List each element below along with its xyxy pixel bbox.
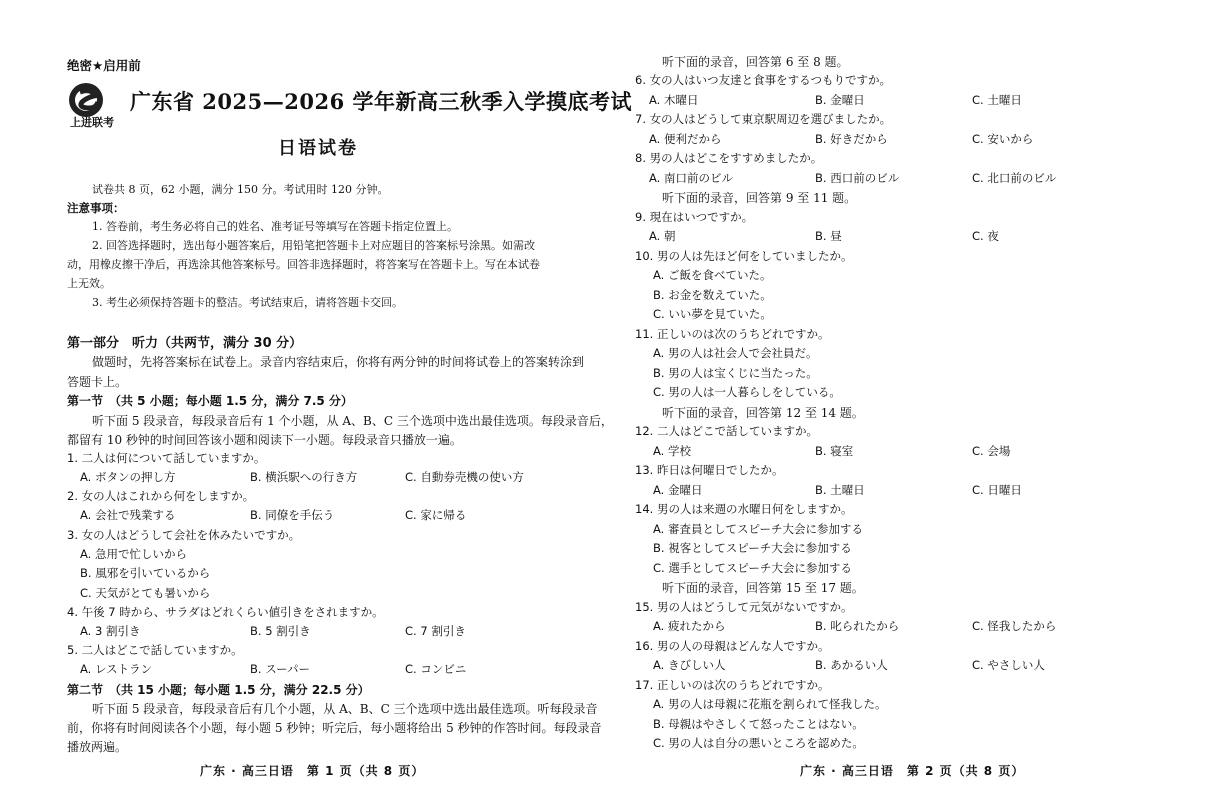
note-line: 1. 答卷前，考生务必将自己的姓名、准考证号等填写在答题卡指定位置上。 xyxy=(92,220,458,233)
question-9: 9. 現在はいつですか。 xyxy=(635,210,754,224)
q14-option-b: B. 視客としてスピーチ大会に参加する xyxy=(653,541,852,555)
question-17: 17. 正しいのは次のうちどれですか。 xyxy=(635,678,830,692)
q13-option-b: B. 土曜日 xyxy=(815,483,865,497)
logo-text: 上进联考 xyxy=(70,116,114,129)
section1-instruction: 都留有 10 秒钟的时间回答该小题和阅读下一小题。每段录音只播放一遍。 xyxy=(67,433,462,447)
listen-instruction: 听下面的录音，回答第 12 至 14 题。 xyxy=(662,406,864,420)
part1-heading: 第一部分 听力（共两节，满分 30 分） xyxy=(67,336,303,351)
confidential-label: 绝密★启用前 xyxy=(67,58,141,73)
part1-instruction: 做题时，先将答案标在试卷上。录音内容结束后，你将有两分钟的时间将试卷上的答案转涂到 xyxy=(92,355,585,369)
q8-option-c: C. 北口前のビル xyxy=(972,171,1057,185)
q5-option-a: A. レストラン xyxy=(80,662,153,676)
q7-option-b: B. 好きだから xyxy=(815,132,888,146)
q15-option-a: A. 疲れたから xyxy=(653,619,726,633)
q4-option-a: A. 3 割引き xyxy=(80,624,141,638)
note-line: 3. 考生必须保持答题卡的整洁。考试结束后，请将答题卡交回。 xyxy=(92,296,403,309)
question-5: 5. 二人はどこで話していますか。 xyxy=(67,643,243,657)
q7-option-c: C. 安いから xyxy=(972,132,1034,146)
q10-option-b: B. お金を数えていた。 xyxy=(653,288,772,302)
q14-option-c: C. 選手としてスピーチ大会に参加する xyxy=(653,561,852,575)
q12-option-b: B. 寝室 xyxy=(815,444,854,458)
question-8: 8. 男の人はどこをすすめましたか。 xyxy=(635,151,823,165)
q16-option-a: A. きびしい人 xyxy=(653,658,726,672)
q14-option-a: A. 審査員としてスピーチ大会に参加する xyxy=(653,522,864,536)
notes-heading: 注意事项： xyxy=(67,201,125,215)
q4-option-b: B. 5 割引き xyxy=(250,624,311,638)
question-2: 2. 女の人はこれから何をしますか。 xyxy=(67,489,255,503)
q2-option-a: A. 会社で残業する xyxy=(80,508,176,522)
listen-instruction: 听下面的录音，回答第 6 至 8 题。 xyxy=(662,55,849,69)
listen-instruction: 听下面的录音，回答第 9 至 11 题。 xyxy=(662,191,857,205)
q6-option-b: B. 金曜日 xyxy=(815,93,865,107)
question-7: 7. 女の人はどうして東京駅周辺を選びましたか。 xyxy=(635,112,892,126)
question-15: 15. 男の人はどうして元気がないですか。 xyxy=(635,600,853,614)
q9-option-a: A. 朝 xyxy=(649,229,676,243)
part1-instruction: 答题卡上。 xyxy=(67,375,128,389)
question-1: 1. 二人は何について話していますか。 xyxy=(67,451,266,465)
exam-info: 试卷共 8 页，62 小题，满分 150 分。考试用时 120 分钟。 xyxy=(92,183,389,196)
q3-option-c: C. 天気がとても暑いから xyxy=(80,586,211,600)
q5-option-b: B. スーパー xyxy=(250,662,311,676)
q13-option-c: C. 日曜日 xyxy=(972,483,1022,497)
question-6: 6. 女の人はいつ友達と食事をするつもりですか。 xyxy=(635,73,892,87)
q6-option-a: A. 木曜日 xyxy=(649,93,699,107)
section2-instruction: 前，你将有时间阅读各个小题，每小题 5 秒钟；听完后，每小题将给出 5 秒钟的作答时间。每段录音 xyxy=(67,721,602,735)
page-footer: 广东 · 高三日语 第 2 页（共 8 页） xyxy=(800,764,1025,778)
q16-option-b: B. あかるい人 xyxy=(815,658,888,672)
q7-option-a: A. 便利だから xyxy=(649,132,722,146)
exam-page-2 xyxy=(615,0,1216,800)
listen-instruction: 听下面的录音，回答第 15 至 17 题。 xyxy=(662,581,864,595)
q11-option-c: C. 男の人は一人暮らしをしている。 xyxy=(653,385,841,399)
q8-option-b: B. 西口前のビル xyxy=(815,171,900,185)
q6-option-c: C. 土曜日 xyxy=(972,93,1022,107)
q8-option-a: A. 南口前のビル xyxy=(649,171,733,185)
q2-option-b: B. 同僚を手伝う xyxy=(250,508,335,522)
question-3: 3. 女の人はどうして会社を休みたいですか。 xyxy=(67,528,301,542)
q13-option-a: A. 金曜日 xyxy=(653,483,703,497)
q5-option-c: C. コンビニ xyxy=(405,662,467,676)
question-10: 10. 男の人は先ほど何をしていましたか。 xyxy=(635,249,853,263)
q1-option-b: B. 横浜駅への行き方 xyxy=(250,470,358,484)
q15-option-b: B. 叱られたから xyxy=(815,619,900,633)
question-16: 16. 男の人の母親はどんな人ですか。 xyxy=(635,639,830,653)
q12-option-c: C. 会場 xyxy=(972,444,1011,458)
question-4: 4. 午後 7 時から、サラダはどれくらい値引きをされますか。 xyxy=(67,605,384,619)
q17-option-a: A. 男の人は母親に花瓶を割られて怪我した。 xyxy=(653,697,887,711)
subject-title: 日语试卷 xyxy=(278,138,358,159)
q15-option-c: C. 怪我したから xyxy=(972,619,1057,633)
q3-option-b: B. 風邪を引いているから xyxy=(80,566,211,580)
q17-option-c: C. 男の人は自分の悪いところを認めた。 xyxy=(653,736,864,750)
section2-instruction: 听下面 5 段录音，每段录音后有几个小题，从 A、B、C 三个选项中选出最佳选项。听每段录音 xyxy=(92,702,598,716)
q11-option-b: B. 男の人は宝くじに当たった。 xyxy=(653,366,818,380)
note-line: 上无效。 xyxy=(67,277,111,290)
section2-heading: 第二节 （共 15 小题；每小题 1.5 分，满分 22.5 分） xyxy=(67,683,370,697)
q10-option-a: A. ご飯を食べていた。 xyxy=(653,268,772,282)
q4-option-c: C. 7 割引き xyxy=(405,624,466,638)
q9-option-c: C. 夜 xyxy=(972,229,999,243)
q1-option-a: A. ボタンの押し方 xyxy=(80,470,176,484)
q16-option-c: C. やさしい人 xyxy=(972,658,1045,672)
note-line: 动，用橡皮擦干净后，再选涂其他答案标号。回答非选择题时，将答案写在答题卡上。写在本试卷 xyxy=(67,258,540,271)
exam-title: 广东省 2025—2026 学年新高三秋季入学摸底考试 xyxy=(130,89,633,114)
q1-option-c: C. 自動券売機の使い方 xyxy=(405,470,524,484)
q10-option-c: C. いい夢を見ていた。 xyxy=(653,307,772,321)
q2-option-c: C. 家に帰る xyxy=(405,508,467,522)
question-13: 13. 昨日は何曜日でしたか。 xyxy=(635,463,784,477)
section2-instruction: 播放两遍。 xyxy=(67,740,128,754)
question-11: 11. 正しいのは次のうちどれですか。 xyxy=(635,327,830,341)
section1-instruction: 听下面 5 段录音，每段录音后有 1 个小题，从 A、B、C 三个选项中选出最佳选项。每段录音后， xyxy=(92,414,613,428)
q11-option-a: A. 男の人は社会人で会社員だ。 xyxy=(653,346,818,360)
q17-option-b: B. 母親はやさしくて怒ったことはない。 xyxy=(653,717,864,731)
q9-option-b: B. 昼 xyxy=(815,229,842,243)
page-footer: 广东 · 高三日语 第 1 页（共 8 页） xyxy=(200,764,425,778)
section1-heading: 第一节 （共 5 小题；每小题 1.5 分，满分 7.5 分） xyxy=(67,394,353,408)
q12-option-a: A. 学校 xyxy=(653,444,691,458)
question-12: 12. 二人はどこで話していますか。 xyxy=(635,424,818,438)
question-14: 14. 男の人は来週の水曜日何をしますか。 xyxy=(635,502,853,516)
note-line: 2. 回答选择题时，选出每小题答案后，用铅笔把答题卡上对应题目的答案标号涂黑。如需改 xyxy=(92,239,535,252)
q3-option-a: A. 急用で忙しいから xyxy=(80,547,187,561)
